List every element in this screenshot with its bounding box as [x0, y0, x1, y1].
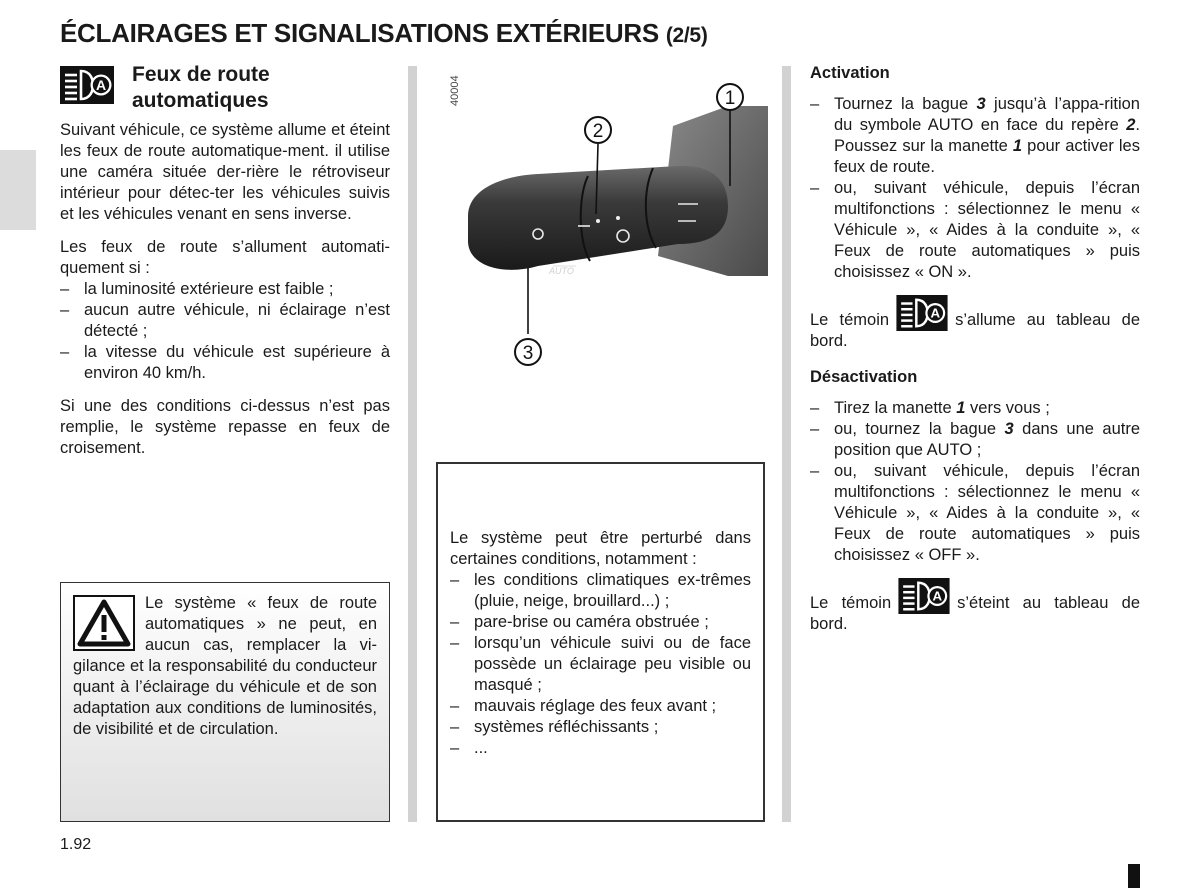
indicator-off-text: Le témoin A s’éteint au tableau de bord. — [810, 578, 1140, 635]
disturbance-list — [450, 570, 751, 759]
column-divider-left — [408, 66, 417, 822]
svg-text:A: A — [930, 305, 941, 321]
callout-1 — [717, 84, 743, 110]
right-column — [810, 62, 1140, 635]
list-item: – la luminosité extérieure est faible ; — [60, 279, 390, 300]
list-item: – la vitesse du véhicule est supérieure à environ 40 km/h. — [60, 342, 390, 384]
list-item: – pare-brise ou caméra obstruée ; — [450, 612, 751, 633]
conditions-list — [60, 279, 390, 384]
deactivation-list — [810, 398, 1140, 566]
section-header — [60, 60, 390, 120]
list-item: – ou, suivant véhicule, depuis l’écran multifonctions : sélectionnez le menu « Véhicule », « Aides à la conduite », « Feux de route automatiques » puis choisissez « OFF ». — [810, 461, 1140, 566]
indicator-on-text: Le témoin A s’allume au tableau de bord. — [810, 295, 1140, 352]
list-item: – ou, suivant véhicule, depuis l’écran multifonctions : sélectionnez le menu « Véhicule », « Aides à la conduite », « Feux de route automatiques » puis choisissez « ON ». — [810, 178, 1140, 283]
auto-high-beam-icon — [897, 578, 951, 614]
list-item: – ou, tournez la bague 3 dans une autre position que AUTO ; — [810, 419, 1140, 461]
list-item: – lorsqu’un véhicule suivi ou de face possède un éclairage peu visible ou masqué ; — [450, 633, 751, 696]
conditions-intro: Les feux de route s’allument automati-quement si : — [60, 238, 390, 277]
deactivation-heading: Désactivation — [810, 368, 918, 386]
svg-text:2: 2 — [592, 121, 604, 142]
svg-text:A: A — [932, 588, 943, 604]
intro-paragraph: Suivant véhicule, ce système allume et éteint les feux de route automatique-ment. il utilise une caméra située der-rière le rétroviseur intérieur pour détec-ter les véhicules suivis et les véhicules venant en sens inverse. — [60, 121, 390, 223]
callout-2 — [585, 117, 611, 143]
list-item: – Tournez la bague 3 jusqu’à l’appa-rition du symbole AUTO en face du repère 2. Poussez sur la manette 1 pour activer les feux de route. — [810, 94, 1140, 178]
auto-high-beam-icon — [895, 295, 949, 331]
list-item: – les conditions climatiques ex-trêmes (pluie, neige, brouillard...) ; — [450, 570, 751, 612]
column-divider-right — [782, 66, 791, 822]
warning-box — [60, 582, 390, 822]
activation-heading: Activation — [810, 64, 890, 82]
section-title — [132, 62, 270, 114]
callout-3 — [515, 339, 541, 365]
auto-high-beam-icon — [60, 66, 114, 104]
page-corner-mark — [1128, 864, 1140, 888]
page-title-main: ÉCLAIRAGES ET SIGNALISATIONS EXTÉRIEURS — [60, 18, 659, 48]
info-box — [436, 462, 765, 822]
page-number: 1.92 — [60, 836, 92, 853]
stalk-auto-label: AUTO — [549, 266, 574, 276]
left-column — [60, 60, 390, 471]
fallback-paragraph: Si une des conditions ci-dessus n’est pas remplie, le système repasse en feux de croisement. — [60, 397, 390, 457]
section-title-line2: automatiques — [132, 89, 269, 112]
list-item: – ... — [450, 738, 751, 759]
page-title-sub: (2/5) — [665, 24, 708, 47]
list-item: – aucun autre véhicule, ni éclairage n’est détecté ; — [60, 300, 390, 342]
svg-text:A: A — [95, 77, 107, 93]
section-title-line1: Feux de route — [132, 63, 270, 86]
stalk-illustration — [428, 66, 768, 396]
warning-text: Le système « feux de route automatiques » ne peut, en aucun cas, remplacer la vi-gilance et la responsabilité du conducteur quant à l’éclairage du véhicule et de son adaptation aux conditions de luminosités, de visibilité et de circulation. — [73, 594, 377, 738]
list-item: – systèmes réfléchissants ; — [450, 717, 751, 738]
svg-text:3: 3 — [522, 343, 534, 364]
page-title — [60, 18, 708, 49]
chapter-tab — [0, 150, 36, 230]
list-item: – mauvais réglage des feux avant ; — [450, 696, 751, 717]
list-item: – Tirez la manette 1 vers vous ; — [810, 398, 1140, 419]
warning-triangle-icon — [73, 595, 135, 651]
activation-list — [810, 94, 1140, 283]
info-intro: Le système peut être perturbé dans certaines conditions, notamment : — [450, 529, 751, 568]
figure-ref: 40004 — [449, 75, 461, 106]
svg-text:1: 1 — [724, 88, 736, 109]
